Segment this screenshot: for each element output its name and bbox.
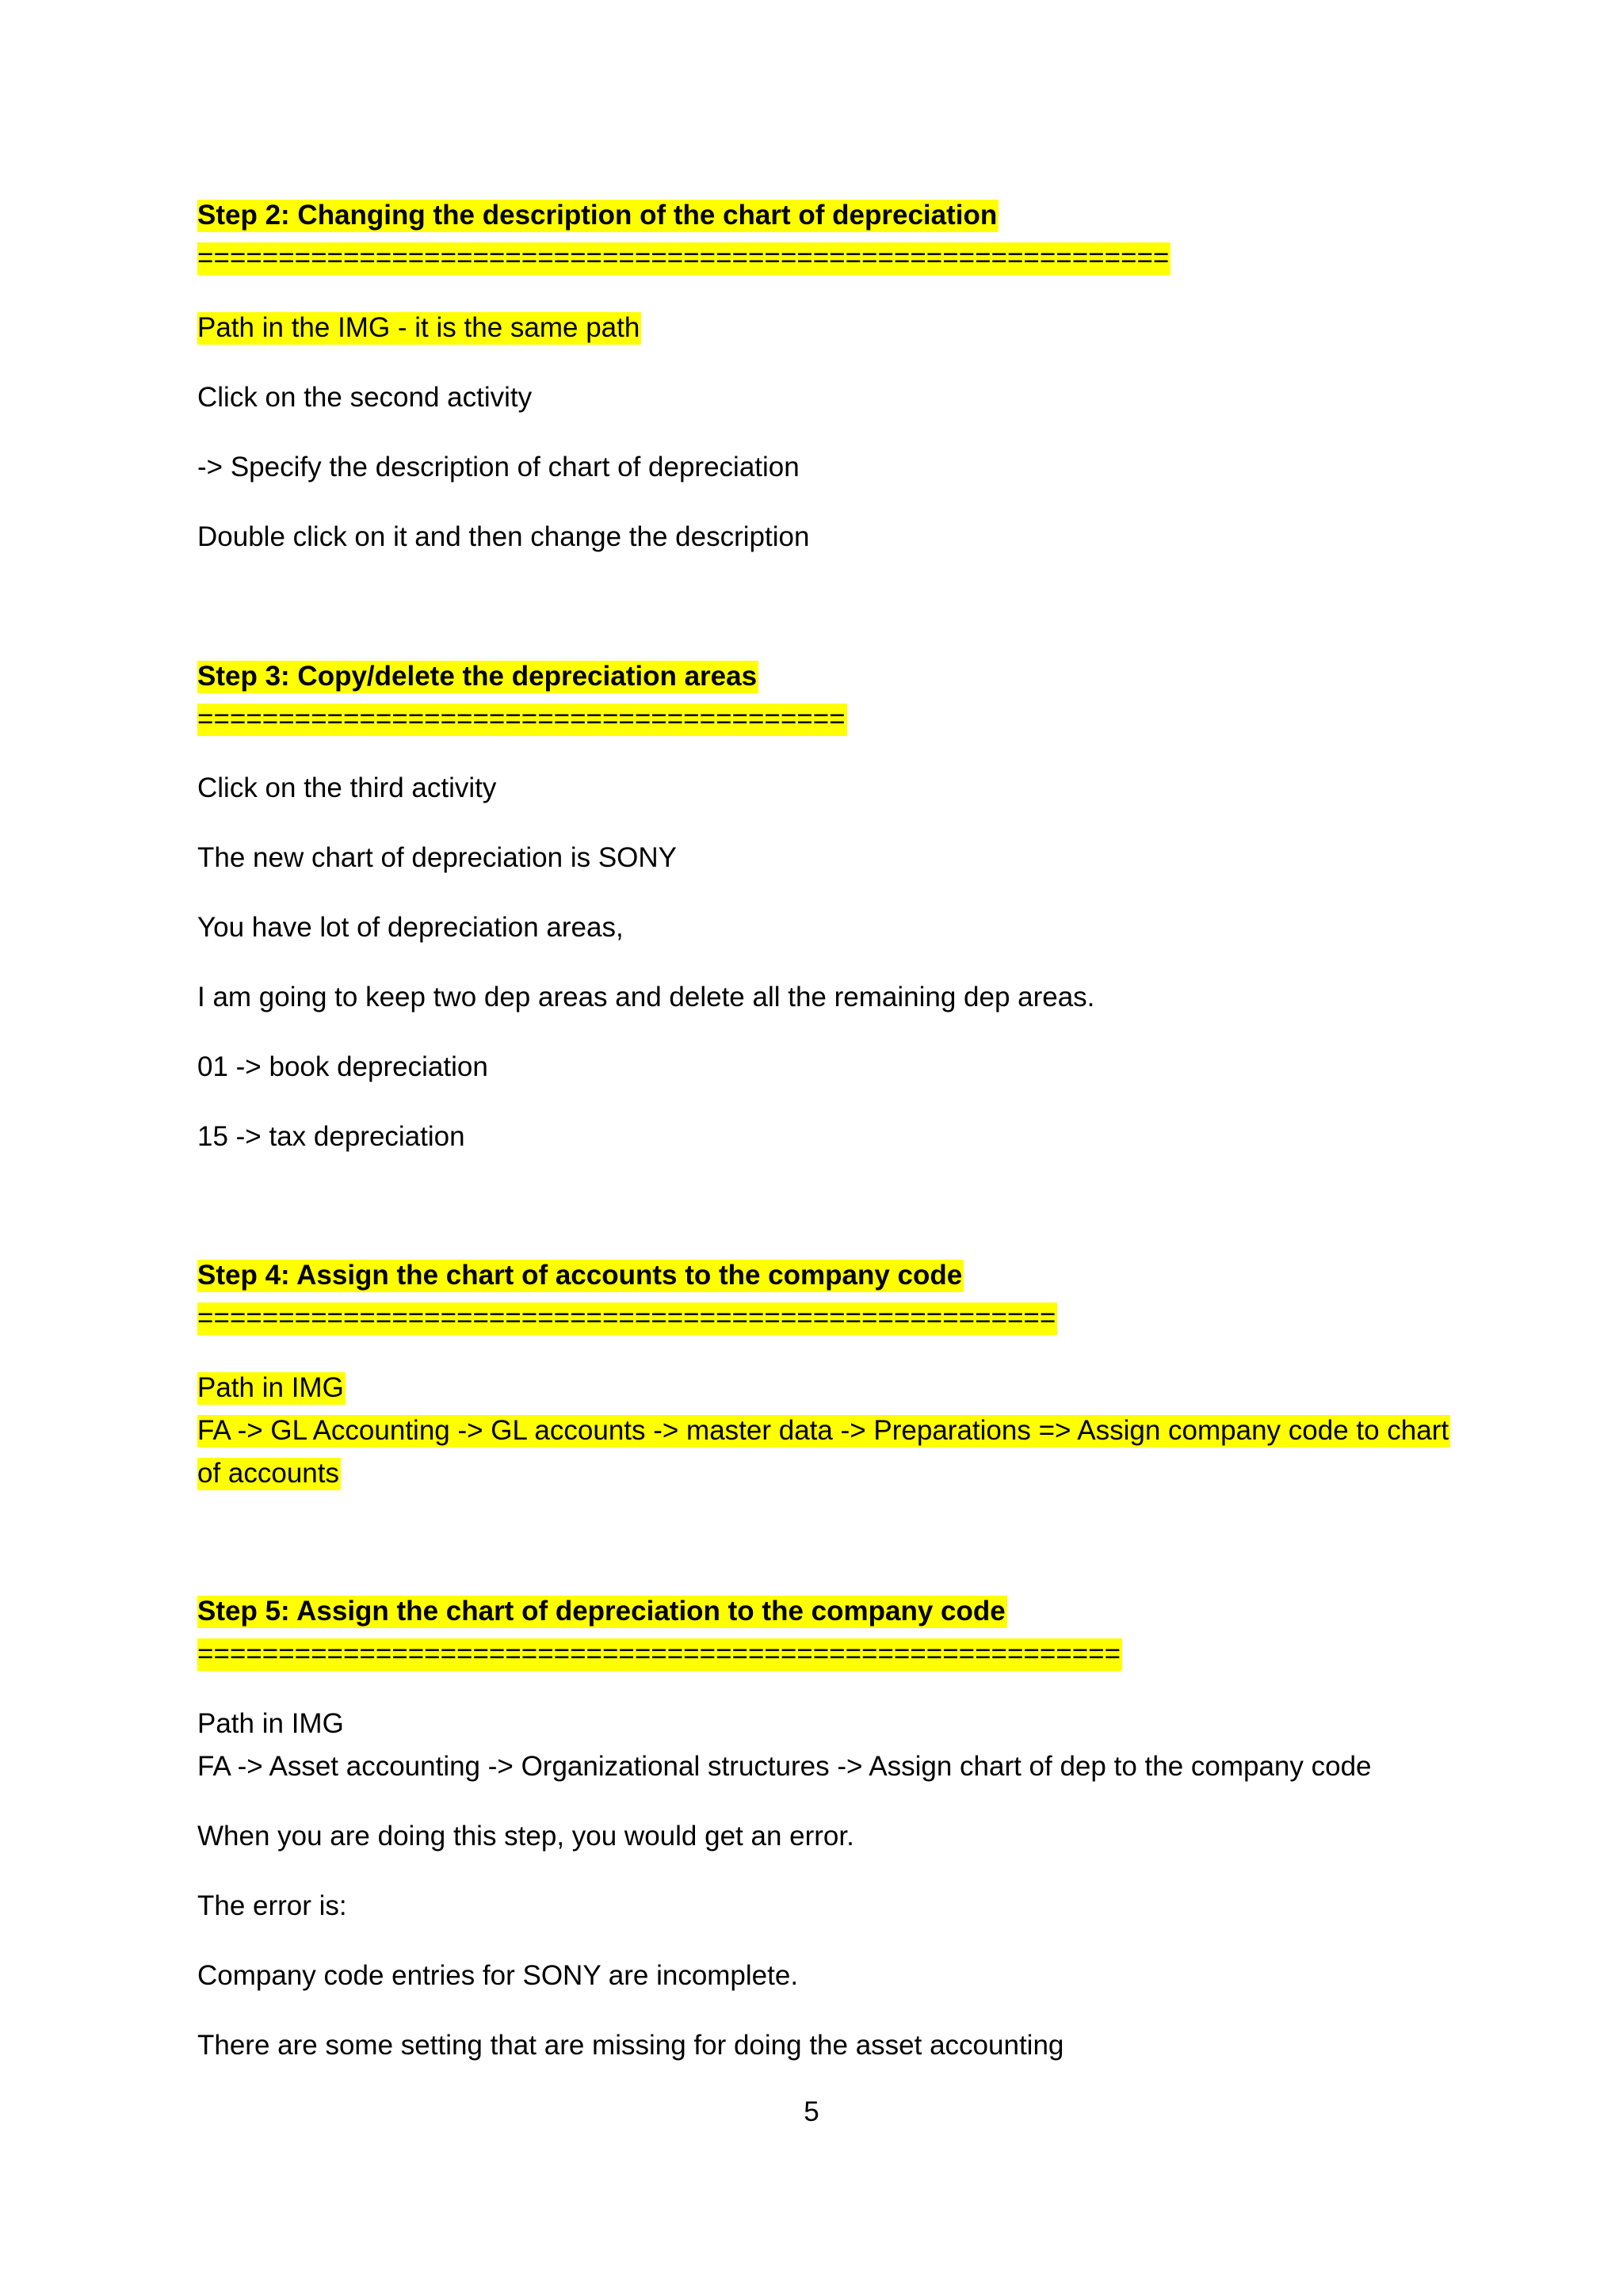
step2-rule-text: ============================================================	[197, 242, 1170, 273]
step4-path-line-2-text: of accounts	[197, 1458, 339, 1489]
step4-path-line-2	[197, 1453, 341, 1494]
step4-path-line-1-text: FA -> GL Accounting -> GL accounts -> master data -> Preparations => Assign company code to chart	[197, 1415, 1449, 1446]
step5-line-4: There are some setting that are missing for doing the asset accounting	[197, 2030, 1064, 2061]
step3-heading	[197, 656, 758, 697]
step5-line-3: Company code entries for SONY are incomplete.	[197, 1960, 799, 1991]
step4-path-line-1	[197, 1410, 1450, 1451]
step5-rule-text: =========================================================	[197, 1638, 1121, 1669]
step4-rule	[197, 1298, 1057, 1339]
step4-heading-text: Step 4: Assign the chart of accounts to the company code	[197, 1260, 963, 1291]
step3-line-5: 01 -> book depreciation	[197, 1051, 488, 1082]
step2-heading	[197, 195, 999, 236]
step3-line-4: I am going to keep two dep areas and delete all the remaining dep areas.	[197, 982, 1095, 1013]
step2-heading-text: Step 2: Changing the description of the chart of depreciation	[197, 200, 998, 231]
step4-path-label-text: Path in IMG	[197, 1372, 344, 1403]
step2-line-2: -> Specify the description of chart of depreciation	[197, 452, 800, 482]
step5-line-1: When you are doing this step, you would get an error.	[197, 1821, 854, 1852]
step3-rule	[197, 699, 847, 740]
step3-heading-text: Step 3: Copy/delete the depreciation areas	[197, 661, 758, 692]
step5-path-label: Path in IMG	[197, 1708, 344, 1739]
step5-line-2: The error is:	[197, 1890, 347, 1921]
step2-path-text: Path in the IMG - it is the same path	[197, 312, 640, 343]
step2-line-3: Double click on it and then change the description	[197, 521, 810, 552]
step2-path	[197, 307, 641, 349]
step3-rule-text: ========================================	[197, 704, 846, 734]
step2-line-1: Click on the second activity	[197, 382, 533, 413]
step5-path-line: FA -> Asset accounting -> Organizational structures -> Assign chart of dep to the company code	[197, 1751, 1372, 1782]
step3-line-1: Click on the third activity	[197, 772, 497, 803]
step5-heading	[197, 1591, 1007, 1632]
step3-line-6: 15 -> tax depreciation	[197, 1121, 465, 1152]
step3-line-2: The new chart of depreciation is SONY	[197, 842, 678, 873]
step5-rule	[197, 1634, 1122, 1675]
step4-path-label	[197, 1367, 346, 1409]
page-number: 5	[804, 2096, 819, 2127]
step5-heading-text: Step 5: Assign the chart of depreciation to the company code	[197, 1596, 1006, 1627]
step2-rule	[197, 238, 1170, 279]
step3-line-3: You have lot of depreciation areas,	[197, 912, 624, 943]
step4-heading	[197, 1255, 964, 1296]
step4-rule-text: =====================================================	[197, 1302, 1056, 1333]
